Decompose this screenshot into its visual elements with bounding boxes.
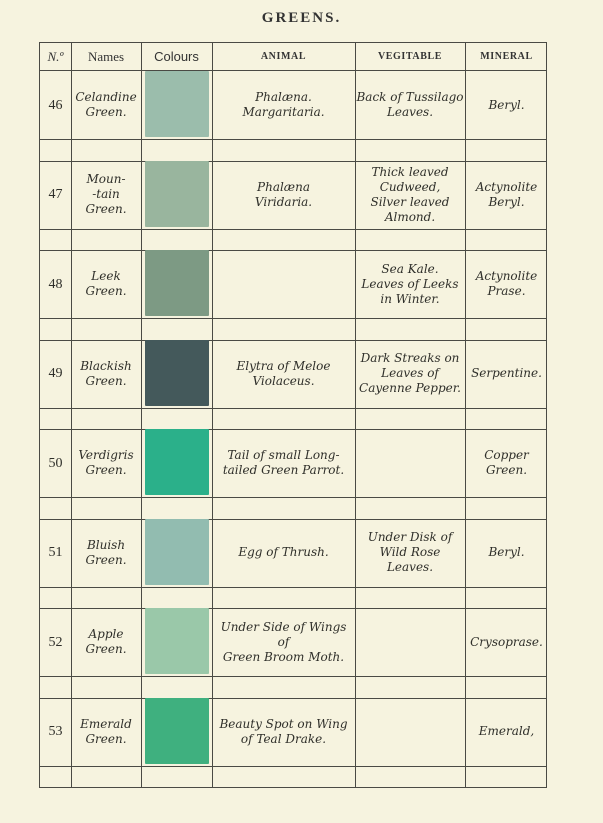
header-mineral: MINERAL (480, 51, 533, 62)
vegetable-example-text: Under Disk of Wild Rose Leaves. (367, 530, 453, 574)
colour-name-text: Blackish Green. (80, 358, 132, 388)
row-divider (40, 676, 546, 677)
colour-name-text: Leek Green. (85, 269, 127, 298)
row-divider (40, 139, 546, 140)
colour-name (71, 608, 141, 676)
header-number: N.º (47, 49, 64, 64)
mineral-example (465, 429, 548, 497)
header-names: Names (87, 49, 125, 64)
colour-name-text: Apple Green. (85, 627, 127, 656)
table-header (40, 43, 546, 71)
table-row (40, 519, 546, 609)
animal-example-text: Beauty Spot on Wing of Teal Drake. (219, 716, 348, 746)
colour-swatch (145, 340, 209, 406)
colour-name-text: Emerald Green. (80, 716, 132, 746)
animal-example (212, 698, 355, 766)
colour-name-text: Verdigris Green. (78, 448, 134, 477)
animal-example-text: Tail of small Long- tailed Green Parrot. (222, 448, 345, 477)
mineral-example (465, 340, 548, 408)
row-number (40, 161, 71, 229)
row-number (40, 340, 71, 408)
row-number (40, 71, 71, 139)
row-number (40, 250, 71, 318)
row-divider (40, 766, 546, 767)
animal-example-text: Phalæna Viridaria. (254, 179, 313, 209)
animal-example (212, 519, 355, 587)
table-row (40, 161, 546, 251)
colour-name (71, 161, 141, 229)
row-divider (40, 497, 546, 498)
colour-swatch (145, 698, 209, 764)
vegetable-example-text: Dark Streaks on Leaves of Cayenne Pepper. (359, 351, 461, 395)
colour-name (71, 429, 141, 497)
colour-name-text: Moun- -tain Green. (85, 172, 127, 216)
vegetable-example (355, 608, 465, 676)
mineral-example (465, 250, 548, 318)
colour-name (71, 340, 141, 408)
page-title: GREENS. (261, 10, 342, 26)
mineral-example (465, 161, 548, 229)
animal-example-text: Under Side of Wings of Green Broom Moth. (220, 619, 347, 664)
animal-example (212, 250, 355, 318)
table-row (40, 71, 546, 161)
row-number (40, 698, 71, 766)
mineral-example-text: Emerald, (478, 724, 535, 738)
mineral-example-text: Serpentine. (471, 366, 542, 380)
row-divider (40, 587, 546, 588)
vegetable-example-text: Back of Tussilago Leaves. (356, 90, 464, 119)
animal-example-text: Phalæna. Margaritaria. (242, 90, 325, 119)
mineral-example (465, 608, 548, 676)
animal-example-text: Elytra of Meloe Violaceus. (236, 358, 331, 388)
colour-name (71, 698, 141, 766)
animal-example (212, 71, 355, 139)
mineral-example-text: Copper Green. (484, 448, 529, 477)
vegetable-example (355, 71, 465, 139)
mineral-example-text: Beryl. (488, 545, 525, 559)
row-number-text: 53 (48, 724, 63, 739)
vegetable-example-text: Sea Kale. Leaves of Leeks in Winter. (361, 261, 459, 306)
mineral-example-text: Actynolite Prase. (475, 269, 538, 298)
colour-name-text: Celandine Green. (75, 90, 137, 119)
vegetable-example (355, 250, 465, 318)
table-row (40, 698, 546, 788)
row-number-text: 46 (48, 97, 63, 113)
row-divider (40, 408, 546, 409)
mineral-example-text: Actynolite Beryl. (475, 179, 538, 209)
mineral-example (465, 71, 548, 139)
row-number-text: 47 (48, 187, 63, 202)
row-number (40, 519, 71, 587)
animal-example (212, 608, 355, 676)
table-row (40, 250, 546, 340)
mineral-example (465, 698, 548, 766)
colour-name (71, 250, 141, 318)
row-number-text: 48 (48, 276, 63, 292)
animal-example-text: Egg of Thrush. (238, 545, 329, 559)
mineral-example-text: Crysoprase. (470, 634, 543, 649)
table-row (40, 340, 546, 430)
row-number (40, 429, 71, 497)
row-divider (40, 318, 546, 319)
colour-name-text: Bluish Green. (85, 537, 127, 567)
mineral-example-text: Beryl. (488, 97, 525, 112)
colour-table (39, 42, 547, 788)
row-number-text: 52 (48, 634, 63, 650)
vegetable-example (355, 698, 465, 766)
header-vegetable: VEGITABLE (377, 51, 443, 62)
colour-swatch (145, 250, 209, 316)
table-row (40, 608, 546, 698)
row-number (40, 608, 71, 676)
colour-swatch (145, 161, 209, 227)
vegetable-example (355, 429, 465, 497)
row-divider (40, 229, 546, 230)
table-row (40, 429, 546, 519)
colour-swatch (145, 519, 209, 585)
row-number-text: 51 (48, 545, 63, 560)
colour-swatch (145, 429, 209, 495)
row-number-text: 49 (48, 366, 63, 381)
colour-name (71, 71, 141, 139)
colour-name (71, 519, 141, 587)
colour-swatch (145, 608, 209, 674)
vegetable-example-text: Thick leaved Cudweed, Silver leaved Almond. (370, 164, 450, 224)
animal-example (212, 161, 355, 229)
colour-swatch (145, 71, 209, 137)
mineral-example (465, 519, 548, 587)
header-animal: ANIMAL (260, 51, 307, 62)
vegetable-example (355, 340, 465, 408)
vegetable-example (355, 161, 465, 229)
animal-example (212, 429, 355, 497)
vegetable-example (355, 519, 465, 587)
row-number-text: 50 (48, 455, 63, 471)
animal-example (212, 340, 355, 408)
header-colours: Colours (154, 49, 199, 64)
